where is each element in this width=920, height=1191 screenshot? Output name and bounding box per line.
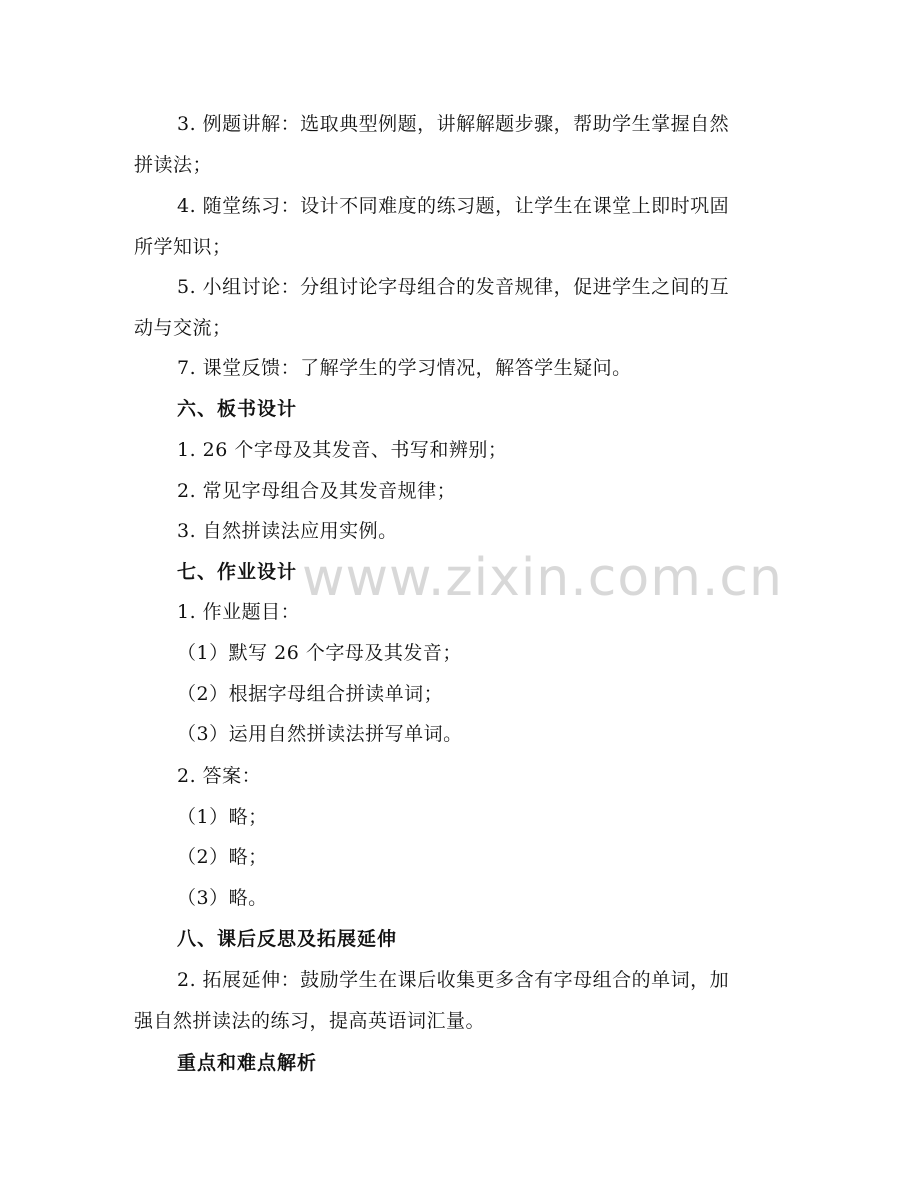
list-item: （1）略； (177, 806, 268, 828)
list-item: 1. 作业题目： (177, 601, 301, 623)
paragraph-line: 强自然拼读法的练习，提高英语词汇量。 (134, 1010, 486, 1032)
paragraph-line: 7. 课堂反馈：了解学生的学习情况，解答学生疑问。 (177, 357, 632, 379)
watermark: www.zixin.com.cn (302, 548, 783, 608)
list-item: 1. 26 个字母及其发音、书写和辨别； (177, 439, 508, 461)
paragraph-line: 2. 拓展延伸：鼓励学生在课后收集更多含有字母组合的单词，加 (177, 969, 730, 991)
section-heading: 重点和难点解析 (177, 1052, 318, 1074)
paragraph-line: 5. 小组讨论：分组讨论字母组合的发音规律，促进学生之间的互 (177, 276, 730, 298)
list-item: 2. 常见字母组合及其发音规律； (177, 480, 457, 502)
paragraph-line: 4. 随堂练习：设计不同难度的练习题，让学生在课堂上即时巩固 (177, 195, 730, 217)
paragraph-line: 所学知识； (134, 236, 232, 258)
paragraph-line: 3. 例题讲解：选取典型例题，讲解解题步骤，帮助学生掌握自然 (177, 113, 730, 135)
list-item: （2）根据字母组合拼读单词； (177, 683, 444, 705)
paragraph-line: 动与交流； (134, 317, 232, 339)
section-heading: 七、作业设计 (177, 561, 298, 583)
paragraph-line: 拼读法； (134, 154, 213, 176)
list-item: 2. 答案： (177, 765, 262, 787)
list-item: （3）略。 (177, 887, 268, 909)
section-heading: 八、课后反思及拓展延伸 (177, 928, 398, 950)
list-item: （2）略； (177, 846, 268, 868)
list-item: （3）运用自然拼读法拼写单词。 (177, 723, 463, 745)
list-item: 3. 自然拼读法应用实例。 (177, 520, 398, 542)
section-heading: 六、板书设计 (177, 398, 298, 420)
list-item: （1）默写 26 个字母及其发音； (177, 642, 462, 664)
